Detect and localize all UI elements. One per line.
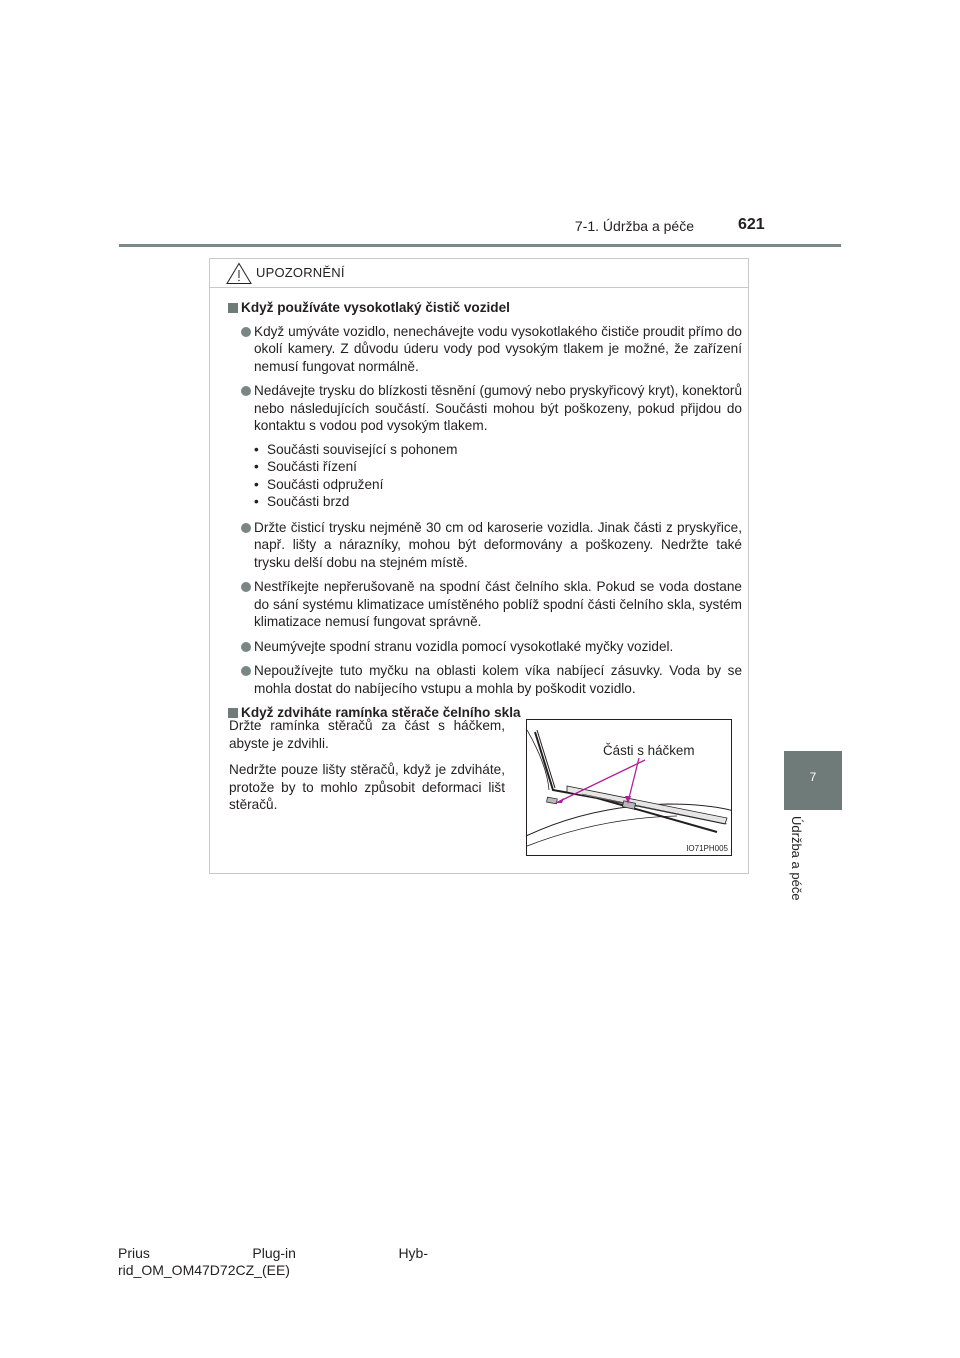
- bullet-dot-icon: [241, 666, 251, 676]
- list-item: [241, 382, 742, 435]
- list-item-text: Nedávejte trysku do blízkosti těsnění (gumový nebo pryskyřicový kryt), konektorů nebo následujících součástí. Součásti mohou být poškozeny, pokud přijdou do kontaktu s vodou pod vysokým tlakem.: [254, 383, 742, 433]
- sub-list-item: • Součásti řízení: [254, 458, 748, 476]
- bullet-dot-icon: [241, 523, 251, 533]
- sub-list: [254, 441, 748, 511]
- list-item: [241, 519, 742, 572]
- paragraph: Držte ramínka stěračů za část s háčkem, abyste je zdvihli.: [229, 718, 505, 751]
- chapter-number: 7: [809, 770, 817, 784]
- footer-word: Hyb-: [398, 1245, 428, 1261]
- bullet-dot-icon: [241, 386, 251, 396]
- warning-triangle-icon: [226, 262, 252, 285]
- section-heading: Když používáte vysokotlaký čistič vozidel: [228, 299, 748, 317]
- footer-word: Prius: [118, 1245, 150, 1261]
- header-rule: [119, 244, 841, 247]
- figure-callout-label: Části s háčkem: [603, 743, 695, 758]
- list-item-text: Nestříkejte nepřerušovaně na spodní část čelního skla. Pokud se voda dostane do sání systému klimatizace umístěného poblíž spodní části čelního skla, systém klimatizace nemusí fungovat správně.: [254, 579, 742, 629]
- chapter-label: Údržba a péče: [789, 816, 804, 901]
- footer-word: Plug-in: [252, 1245, 296, 1261]
- list-item-text: Neumývejte spodní stranu vozidla pomocí vysokotlaké myčky vozidel.: [254, 638, 674, 654]
- caution-box: [209, 258, 749, 874]
- footer-line: [118, 1245, 428, 1262]
- list-item: [241, 323, 742, 376]
- wiper-instructions: [229, 717, 505, 823]
- footer-line: rid_OM_OM47D72CZ_(EE): [118, 1262, 290, 1278]
- list-item: [241, 638, 742, 656]
- caution-content: [210, 299, 748, 728]
- document-footer: [118, 1245, 448, 1279]
- sub-list-item: • Součásti související s pohonem: [254, 441, 748, 459]
- list-item-text: Nepoužívejte tuto myčku na oblasti kolem víka nabíjecí zásuvky. Voda by se mohla dostat do nabíjecího vstupu a mohla by poškodit vozidlo.: [254, 663, 742, 696]
- bullet-dot-icon: [241, 582, 251, 592]
- list-item-text: Držte čisticí trysku nejméně 30 cm od karoserie vozidla. Jinak části z pryskyřice, např. lišty a nárazníky, mohou být deformovány a poškozeny. Nedržte také trysku delší dobu na stejném místě.: [254, 519, 742, 570]
- caution-title: UPOZORNĚNÍ: [256, 265, 345, 280]
- bullet-dot-icon: [241, 642, 251, 652]
- caution-header: [210, 259, 748, 288]
- section-heading: Když zdviháte ramínka stěrače čelního skla: [228, 704, 748, 722]
- page-number: 621: [738, 216, 765, 233]
- paragraph: Nedržte pouze lišty stěračů, když je zdviháte, protože by to mohlo způsobit deformaci lišt stěračů.: [229, 762, 505, 812]
- list-item: [241, 662, 742, 697]
- figure-code: IO71PH005: [686, 844, 728, 853]
- list-item: [241, 578, 742, 631]
- wiper-illustration: [526, 719, 732, 856]
- sub-list-item: • Součásti odpružení: [254, 476, 748, 494]
- chapter-tab: [784, 751, 842, 810]
- sub-list-item: • Součásti brzd: [254, 493, 748, 511]
- wiper-drawing: [527, 720, 732, 856]
- running-header-section: 7-1. Údržba a péče: [574, 218, 694, 234]
- bullet-dot-icon: [241, 327, 251, 337]
- list-item-text: Když umýváte vozidlo, nenechávejte vodu vysokotlakého čističe proudit přímo do okolí kamery. Z důvodu úderu vody pod vysokým tlakem je možné, že zařízení nemusí fungovat normálně.: [254, 323, 742, 374]
